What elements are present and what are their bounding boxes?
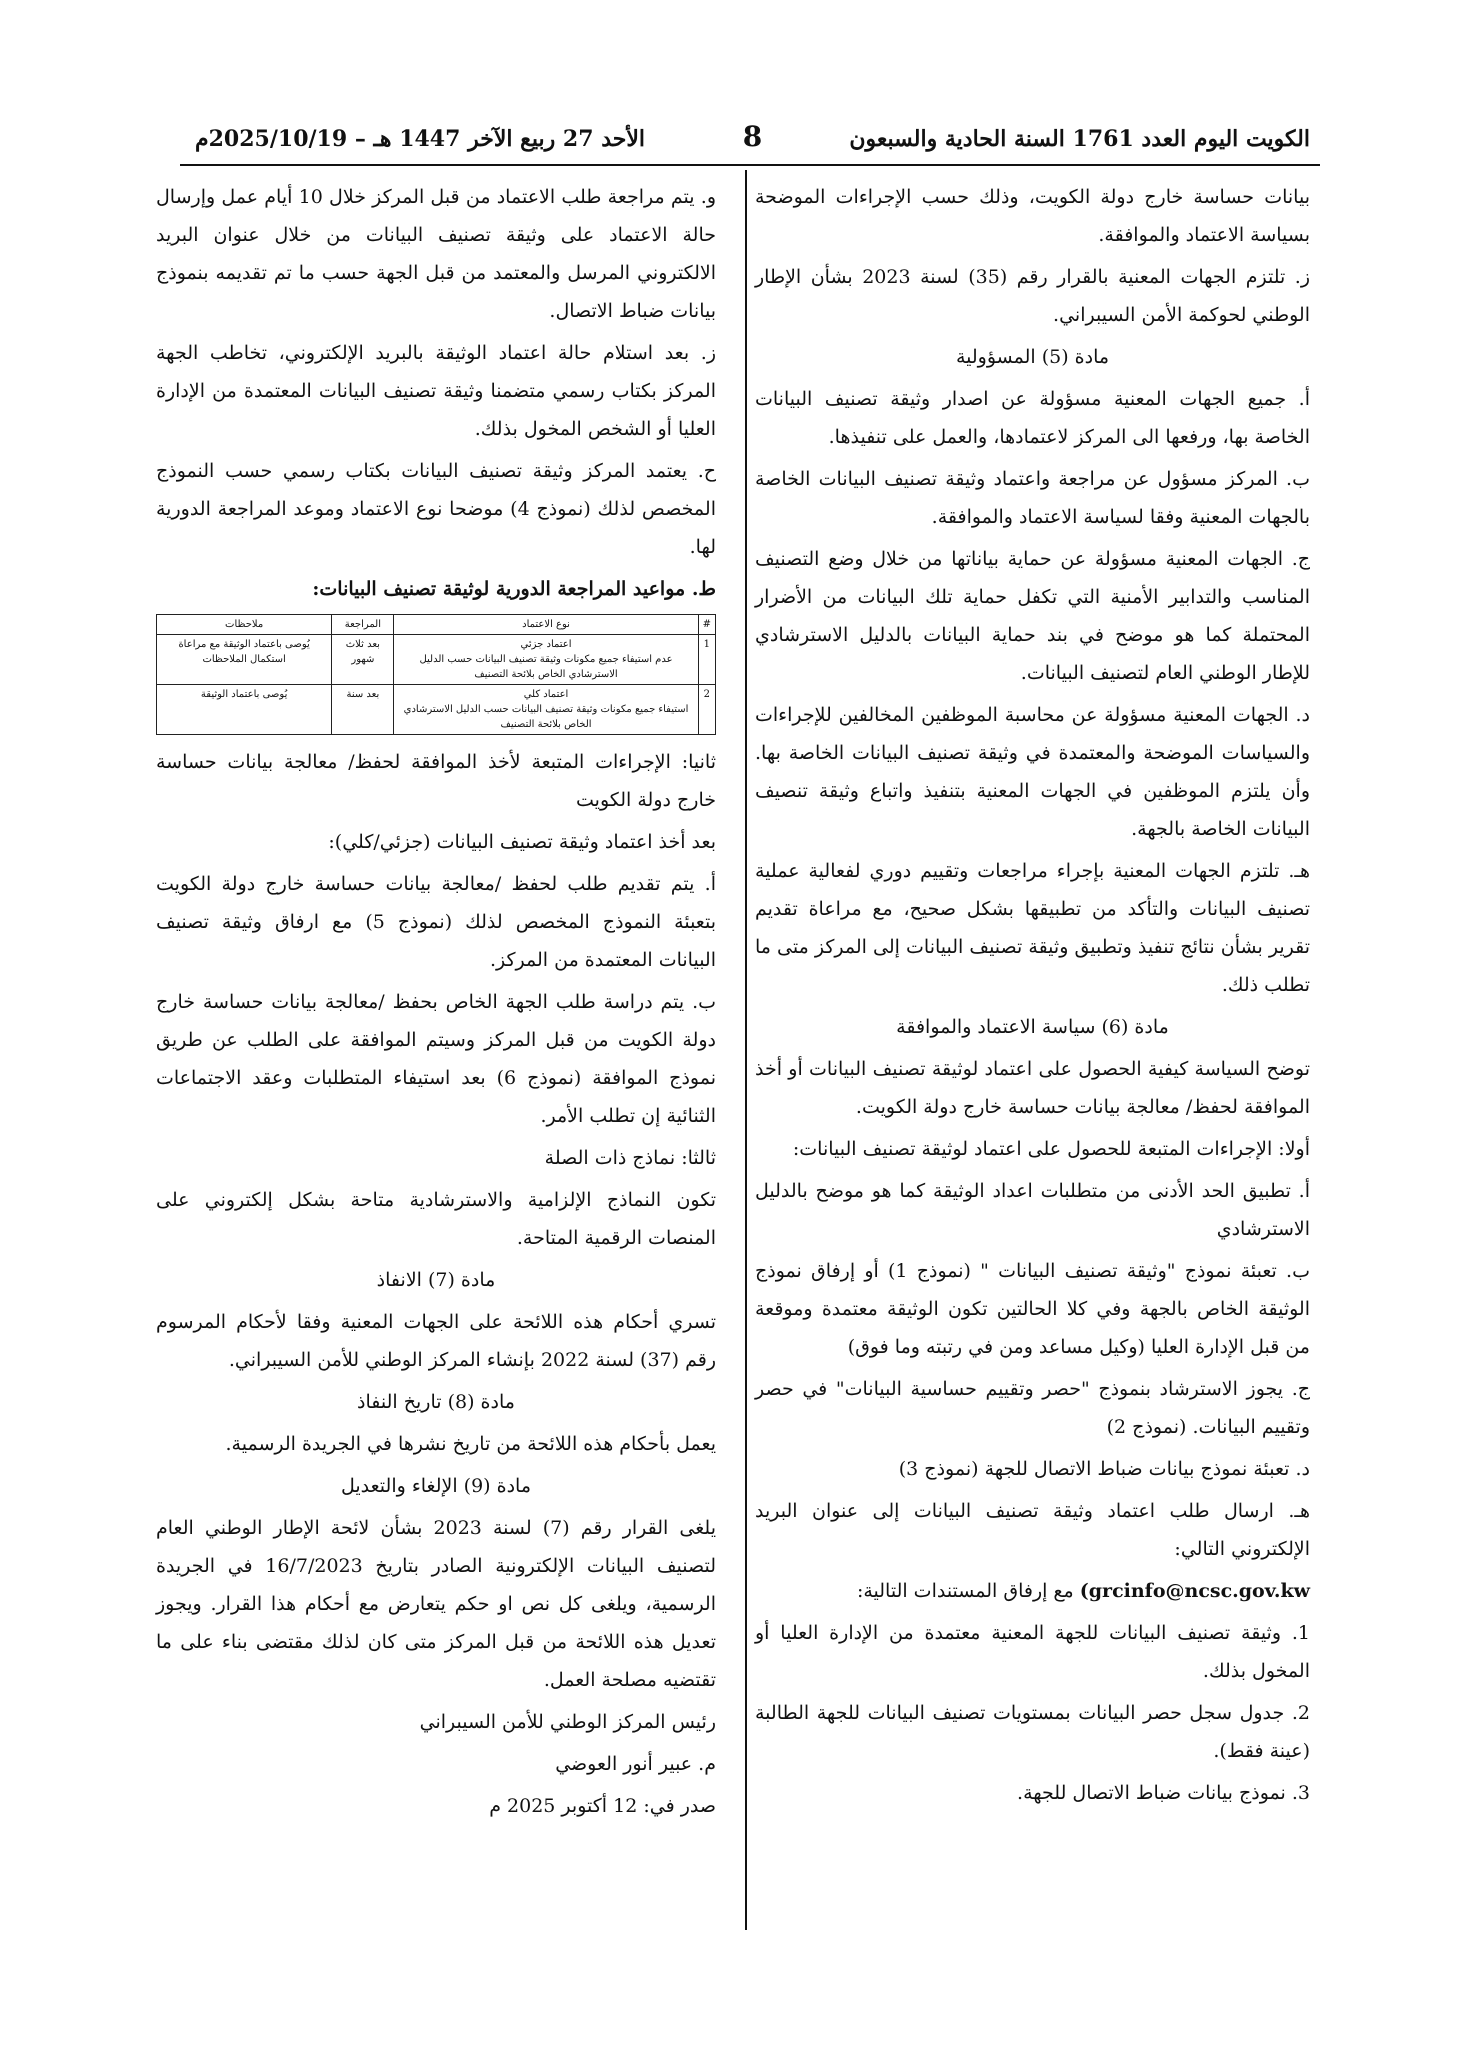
article-heading: مادة (9) الإلغاء والتعديل	[340, 1475, 531, 1497]
list-item: 1. وثيقة تصنيف البيانات للجهة المعنية معتمدة من الإدارة العليا أو المخول بذلك.	[755, 1622, 1311, 1682]
header-issue: الكويت اليوم العدد 1761 السنة الحادية والسبعون	[849, 126, 1310, 152]
paragraph: و. يتم مراجعة طلب الاعتماد من قبل المركز خلال 10 أيام عمل وإرسال حالة الاعتماد على وثيقة تصنيف البيانات من خلال عنوان البريد الالكتروني المرسل والمعتمد من قبل الجهة حسب ما تم تقديمه بنموذج بيانات ضباط الاتصال.	[156, 186, 717, 322]
approval-type-detail: عدم استيفاء جميع مكونات وثيقة تصنيف البيانات حسب الدليل الاسترشادي الخاص بلائحة التصنيف	[419, 654, 673, 680]
paragraph: بعد أخذ اعتماد وثيقة تصنيف البيانات (جزئي/كلي):	[328, 831, 716, 853]
paragraph: بيانات حساسة خارج دولة الكويت، وذلك حسب الإجراءات الموضحة بسياسة الاعتماد والموافقة.	[755, 186, 1310, 246]
row-number: 2	[698, 685, 715, 735]
table-row	[157, 685, 716, 735]
list-item: 2. جدول سجل حصر البيانات بمستويات تصنيف البيانات للجهة الطالبة (عينة فقط).	[755, 1702, 1310, 1762]
paragraph: ز. تلتزم الجهات المعنية بالقرار رقم (35) لسنة 2023 بشأن الإطار الوطني لحوكمة الأمن السيبراني.	[755, 266, 1311, 326]
paragraph: د. تعبئة نموذج بيانات ضباط الاتصال للجهة (نموذج 3)	[898, 1458, 1310, 1480]
approval-type-detail: استيفاء جميع مكونات وثيقة تصنيف البيانات حسب الدليل الاسترشادي الخاص بلائحة التصنيف	[403, 704, 689, 730]
approval-type-cell	[394, 635, 698, 685]
list-item: 3. نموذج بيانات ضباط الاتصال للجهة.	[1017, 1782, 1310, 1804]
paragraph: ثالثا: نماذج ذات الصلة	[544, 1147, 716, 1169]
left-column	[156, 178, 716, 1829]
approval-type-cell	[394, 685, 698, 735]
review-period: بعد سنة	[332, 685, 394, 735]
notes: يُوصى باعتماد الوثيقة مع مراعاة استكمال الملاحظات	[157, 635, 332, 685]
article-heading: مادة (6) سياسة الاعتماد والموافقة	[896, 1016, 1169, 1038]
article-heading: مادة (5) المسؤولية	[955, 346, 1110, 368]
paragraph: توضح السياسة كيفية الحصول على اعتماد لوثيقة تصنيف البيانات أو أخذ الموافقة لحفظ/ معالجة بيانات حساسة خارج دولة الكويت.	[755, 1058, 1310, 1118]
header-date: الأحد 27 ربيع الآخر 1447 هـ – 2025/10/19م	[195, 126, 645, 152]
paragraph: يعمل بأحكام هذه اللائحة من تاريخ نشرها في الجريدة الرسمية.	[225, 1433, 716, 1455]
column-header: ملاحظات	[157, 615, 332, 635]
column-divider	[745, 170, 747, 1930]
notes: يُوصى باعتماد الوثيقة	[157, 685, 332, 735]
paragraph: ج. يجوز الاسترشاد بنموذج "حصر وتقييم حساسية البيانات" في حصر وتقييم البيانات. (نموذج 2)	[755, 1378, 1310, 1438]
table-row	[157, 635, 716, 685]
row-number: 1	[698, 635, 715, 685]
paragraph: ب. يتم دراسة طلب الجهة الخاص بحفظ /معالجة بيانات حساسة خارج دولة الكويت من قبل المركز وسيتم الموافقة على الطلب عن طريق نموذج الموافقة (نموذج 6) بعد استيفاء المتطلبات وعقد الاجتماعات الثنائية إن تطلب الأمر.	[156, 991, 716, 1127]
page-header	[195, 118, 1310, 164]
table-caption: ط. مواعيد المراجعة الدورية لوثيقة تصنيف البيانات:	[312, 578, 716, 600]
paragraph: ج. الجهات المعنية مسؤولة عن حماية بياناتها من خلال وضع التصنيف المناسب والتدابير الأمنية التي تكفل حماية تلك البيانات من الأضرار المحتملة كما هو موضح في بند حماية البيانات بالدليل الاسترشادي للإطار الوطني العام لتصنيف البيانات.	[755, 548, 1310, 684]
approval-type: اعتماد كلي	[523, 689, 569, 700]
column-header: المراجعة	[332, 615, 394, 635]
paragraph: د. الجهات المعنية مسؤولة عن محاسبة الموظفين المخالفين للإجراءات والسياسات الموضحة والمعتمدة في وثيقة تصنيف البيانات الخاصة بها. وأن يلتزم الموظفين في الجهات المعنية بتنفيذ واتباع وثيقة تنصيف البيانات الخاصة بالجهة.	[755, 704, 1310, 840]
article-heading: مادة (7) الانفاذ	[376, 1269, 496, 1291]
paragraph: هـ. تلتزم الجهات المعنية بإجراء مراجعات وتقييم دوري لفعالية عملية تصنيف البيانات والتأكد من تطبيقها بشكل صحيح، مع مراعاة تقديم تقرير بشأن نتائج تنفيذ وتطبيق وثيقة تصنيف البيانات إلى المركز متى ما تطلب ذلك.	[755, 860, 1310, 996]
header-page-number: 8	[742, 120, 763, 153]
paragraph: ب. المركز مسؤول عن مراجعة واعتماد وثيقة تصنيف البيانات الخاصة بالجهات المعنية وفقا لسياسة الاعتماد والموافقة.	[755, 468, 1310, 528]
paragraph: ب. تعبئة نموذج "وثيقة تصنيف البيانات " (نموذج 1) أو إرفاق نموذج الوثيقة الخاص بالجهة وفي كلا الحالتين تكون الوثيقة معتمدة وموقعة من قبل الإدارة العليا (وكيل مساعد ومن في رتبته وما فوق)	[755, 1260, 1310, 1358]
paragraph: أ. تطبيق الحد الأدنى من متطلبات اعداد الوثيقة كما هو موضح بالدليل الاسترشادي	[755, 1180, 1310, 1240]
signatory-title: رئيس المركز الوطني للأمن السيبراني	[419, 1711, 716, 1733]
paragraph: ز. بعد استلام حالة اعتماد الوثيقة بالبريد الإلكتروني، تخاطب الجهة المركز بكتاب رسمي متضمنا وثيقة تصنيف البيانات المعتمدة من الإدارة العليا أو الشخص المخول بذلك.	[156, 342, 716, 440]
paragraph: أولا: الإجراءات المتبعة للحصول على اعتماد لوثيقة تصنيف البيانات:	[792, 1138, 1310, 1160]
paragraph: تكون النماذج الإلزامية والاسترشادية متاحة بشكل إلكتروني على المنصات الرقمية المتاحة.	[156, 1189, 716, 1249]
signatory-name: م. عبير أنور العوضي	[555, 1753, 716, 1775]
table-header-row	[157, 615, 716, 635]
email-line	[755, 1572, 1310, 1610]
column-header: نوع الاعتماد	[394, 615, 698, 635]
paragraph: أ. يتم تقديم طلب لحفظ /معالجة بيانات حساسة خارج دولة الكويت بتعبئة النموذج المخصص لذلك (نموذج 5) مع ارفاق وثيقة تصنيف البيانات المعتمدة من المركز.	[156, 873, 716, 971]
header-divider	[180, 164, 1320, 166]
paragraph: تسري أحكام هذه اللائحة على الجهات المعنية وفقا لأحكام المرسوم رقم (37) لسنة 2022 بإنشاء المركز الوطني للأمن السيبراني.	[156, 1311, 716, 1371]
paragraph: يلغى القرار رقم (7) لسنة 2023 بشأن لائحة الإطار الوطني العام لتصنيف البيانات الإلكترونية الصادر بتاريخ 16/7/2023 في الجريدة الرسمية، ويلغى كل نص او حكم يتعارض مع أحكام هذا القرار. ويجوز تعديل هذه اللائحة من قبل المركز متى كان لذلك مقتضى بناء على ما تقتضيه مصلحة العمل.	[156, 1517, 717, 1691]
column-header: #	[698, 615, 715, 635]
paragraph: ح. يعتمد المركز وثيقة تصنيف البيانات بكتاب رسمي حسب النموذج المخصص لذلك (نموذج 4) موضحا نوع الاعتماد وموعد المراجعة الدورية لها.	[156, 460, 716, 558]
review-schedule-table	[156, 614, 716, 735]
issue-date: صدر في: 12 أكتوبر 2025 م	[489, 1795, 716, 1817]
email-address[interactable]: (grcinfo@ncsc.gov.kw	[1079, 1580, 1310, 1602]
paragraph: ثانيا: الإجراءات المتبعة لأخذ الموافقة لحفظ/ معالجة بيانات حساسة خارج دولة الكويت	[156, 751, 716, 811]
paragraph: أ. جميع الجهات المعنية مسؤولة عن اصدار وثيقة تصنيف البيانات الخاصة بها، ورفعها الى المركز لاعتمادها، والعمل على تنفيذها.	[755, 388, 1310, 448]
paragraph: هـ. ارسال طلب اعتماد وثيقة تصنيف البيانات إلى عنوان البريد الإلكتروني التالي:	[755, 1500, 1310, 1560]
article-heading: مادة (8) تاريخ النفاذ	[357, 1391, 515, 1413]
right-column	[755, 178, 1310, 1816]
review-period: بعد ثلاث شهور	[332, 635, 394, 685]
email-suffix: مع إرفاق المستندات التالية:	[856, 1580, 1074, 1602]
approval-type: اعتماد جزئي	[520, 639, 572, 650]
